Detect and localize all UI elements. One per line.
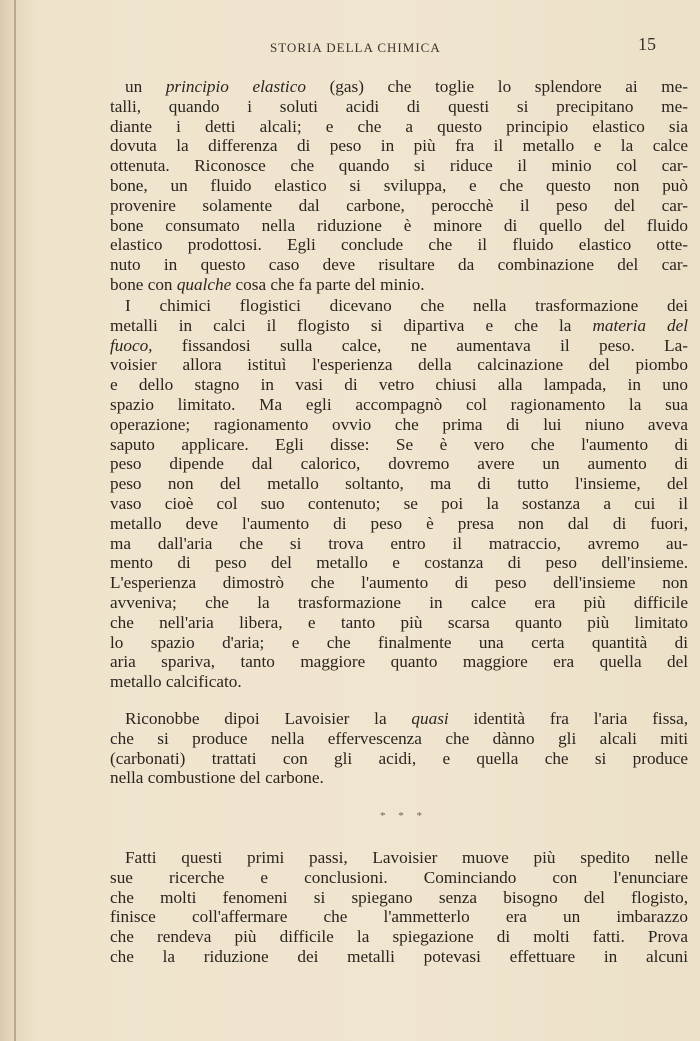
- text-line: [110, 275, 688, 295]
- text-segment: ma dall'aria che si trova entro il matraccio, avremo au-: [110, 533, 688, 553]
- text-line: [110, 216, 688, 236]
- paragraph-4: [110, 848, 688, 967]
- text-line: [110, 534, 688, 554]
- text-segment: ottenuta. Riconosce che quando si riduce il minio col car-: [110, 156, 688, 176]
- text-segment: talli, quando i soluti acidi di questi si precipitano me-: [110, 96, 688, 116]
- text-segment: bone con: [110, 274, 177, 294]
- italic-text: qualche: [176, 274, 232, 294]
- text-segment: bone consumato nella riduzione è minore di quello del fluido: [110, 215, 688, 235]
- text-line: [110, 672, 688, 692]
- text-line: [110, 97, 688, 117]
- text-segment: vaso cioè col suo contenuto; se poi la sostanza a cui il: [110, 493, 688, 513]
- italic-text: quasi: [411, 709, 449, 728]
- italic-text: materia del: [592, 315, 688, 335]
- text-segment: sue ricerche e conclusioni. Cominciando con l'enunciare: [110, 867, 688, 887]
- running-title: STORIA DELLA CHIMICA: [270, 40, 441, 55]
- text-line: [110, 136, 688, 156]
- text-line: [110, 255, 688, 275]
- text-segment: bone, un fluido elastico si sviluppa, e che questo non può: [110, 175, 688, 195]
- text-segment: metalli in calci il flogisto si dipartiva e che la: [110, 315, 593, 335]
- paragraph-1: [110, 77, 688, 295]
- section-separator: * * *: [380, 810, 427, 822]
- text-line: [110, 749, 688, 769]
- text-line: [110, 729, 688, 749]
- text-segment: peso non del metallo soltanto, ma di tutto l'insieme, del: [110, 474, 688, 494]
- text-line: [110, 235, 688, 255]
- text-segment: metallo deve l'aumento di peso è presa non dal di fuori,: [110, 513, 688, 533]
- text-segment: nuto in questo caso deve risultare da combinazione del car-: [110, 255, 688, 275]
- page-number: 15: [638, 34, 656, 54]
- text-segment: cosa che fa parte del minio.: [231, 274, 425, 294]
- text-segment: lo spazio d'aria; e che finalmente una certa quantità di: [110, 632, 688, 652]
- text-segment: fissandosi sulla calce, ne aumentava il peso. La-: [152, 335, 688, 355]
- text-line: [110, 77, 688, 97]
- text-segment: finisce coll'affermare che l'ammetterlo era un imbarazzo: [110, 907, 688, 927]
- text-line: [110, 196, 688, 216]
- text-segment: nella combustione del carbone.: [110, 768, 324, 788]
- text-segment: aria spariva, tanto maggiore quanto maggiore era quella del: [110, 652, 688, 672]
- paragraph-2: [110, 296, 688, 692]
- text-line: [110, 633, 688, 653]
- text-line: [110, 336, 688, 356]
- text-segment: che rendeva più difficile la spiegazione di molti fatti. Prova: [110, 927, 688, 947]
- page-binding-edge: [14, 0, 16, 1041]
- text-line: [110, 296, 688, 316]
- text-segment: (carbonati) trattati con gli acidi, e quella che si produce: [110, 748, 688, 768]
- text-segment: (gas) che toglie lo splendore ai me-: [305, 77, 689, 96]
- text-segment: avveniva; che la trasformazione in calce era più difficile: [110, 592, 688, 612]
- text-segment: provenire solamente dal carbone, perocchè il peso del car-: [110, 195, 688, 215]
- text-segment: I chimici flogistici dicevano che nella trasformazione dei: [125, 296, 688, 315]
- text-line: [110, 316, 688, 336]
- text-line: [110, 848, 688, 868]
- text-segment: peso dipende dal calorico, dovremo avere un aumento di: [110, 454, 688, 474]
- text-line: [110, 613, 688, 633]
- text-segment: che si produce nella effervescenza che dànno gli alcali miti: [110, 728, 688, 748]
- text-segment: Riconobbe dipoi Lavoisier la: [125, 709, 412, 728]
- text-segment: spazio limitato. Ma egli accompagnò col ragionamento la sua: [110, 394, 688, 414]
- text-segment: operazione; ragionamento ovvio che prima di lui niuno aveva: [110, 414, 688, 434]
- text-segment: voisier allora istituì l'esperienza della calcinazione del piombo: [110, 355, 688, 375]
- text-segment: un: [125, 77, 166, 96]
- text-segment: dovuta la differenza di peso in più fra il metallo e la calce: [110, 136, 688, 156]
- text-line: [110, 709, 688, 729]
- text-line: [110, 593, 688, 613]
- text-segment: Fatti questi primi passi, Lavoisier muove più spedito nelle: [125, 848, 688, 867]
- text-segment: metallo calcificato.: [110, 672, 242, 692]
- text-line: [110, 553, 688, 573]
- text-segment: elastico prodottosi. Egli conclude che il fluido elastico otte-: [110, 235, 688, 255]
- text-segment: diante i detti alcali; e che a questo principio elastico sia: [110, 116, 688, 136]
- text-line: [110, 375, 688, 395]
- text-line: [110, 907, 688, 927]
- text-line: [110, 355, 688, 375]
- text-line: [110, 415, 688, 435]
- text-line: [110, 927, 688, 947]
- text-segment: che nell'aria libera, e tanto più scarsa quanto più limitato: [110, 612, 688, 632]
- italic-text: principio elastico: [165, 77, 306, 96]
- text-segment: mento di peso del metallo e costanza di peso dell'insieme.: [110, 553, 688, 573]
- text-segment: identità fra l'aria fissa,: [448, 709, 688, 728]
- text-segment: L'esperienza dimostrò che l'aumento di peso dell'insieme non: [110, 573, 688, 593]
- text-line: [110, 652, 688, 672]
- text-line: [110, 176, 688, 196]
- text-line: [110, 868, 688, 888]
- text-line: [110, 888, 688, 908]
- text-line: [110, 474, 688, 494]
- text-line: [110, 768, 688, 788]
- text-line: [110, 435, 688, 455]
- text-line: [110, 947, 688, 967]
- text-line: [110, 494, 688, 514]
- text-line: [110, 573, 688, 593]
- text-segment: che la riduzione dei metalli potevasi effettuare in alcuni: [110, 946, 688, 966]
- text-segment: che molti fenomeni si spiegano senza bisogno del flogisto,: [110, 887, 688, 907]
- text-segment: e dello stagno in vasi di vetro chiusi alla lampada, in uno: [110, 375, 688, 395]
- text-line: [110, 514, 688, 534]
- italic-text: fuoco,: [110, 335, 153, 355]
- text-segment: saputo applicare. Egli disse: Se è vero che l'aumento di: [110, 434, 688, 454]
- text-line: [110, 117, 688, 137]
- text-line: [110, 395, 688, 415]
- text-line: [110, 454, 688, 474]
- paragraph-3: [110, 709, 688, 788]
- text-line: [110, 156, 688, 176]
